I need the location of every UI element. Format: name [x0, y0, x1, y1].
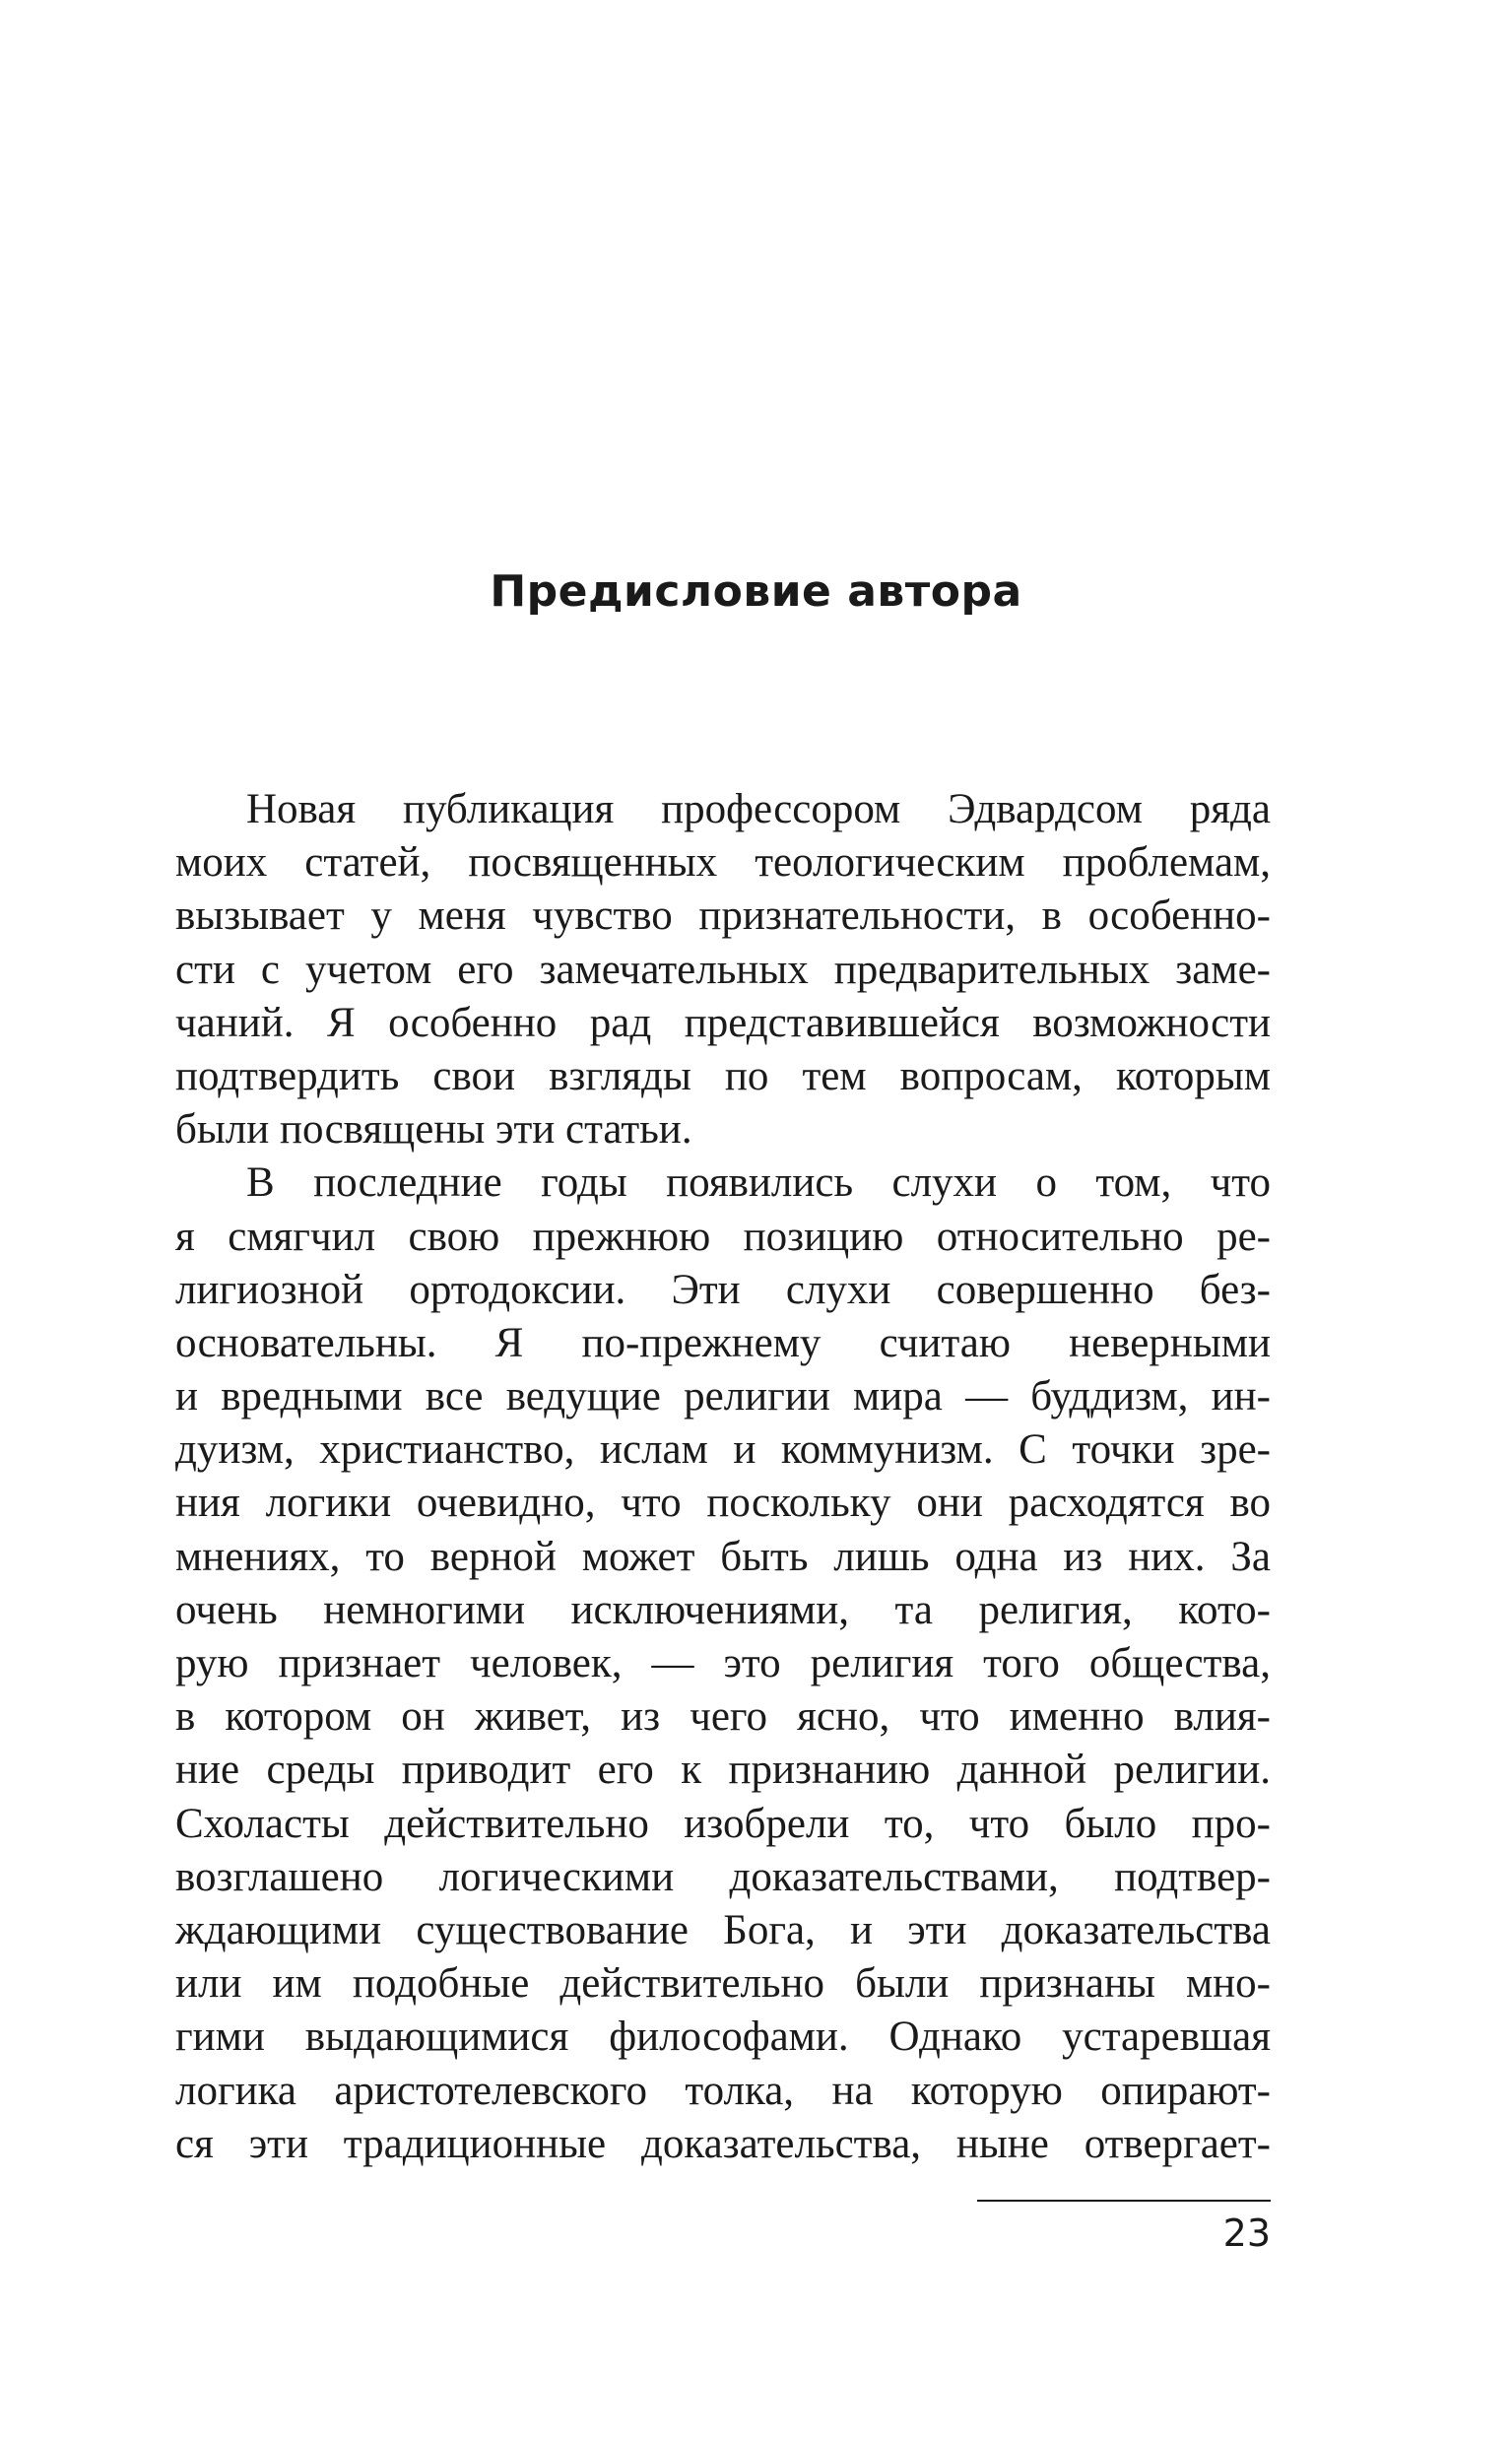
text-line: мнениях, то верной может быть лишь одна из них. За — [175, 1533, 1271, 1580]
text-line: подтвердить свои взгляды по тем вопросам, которым — [175, 1052, 1271, 1099]
text-line: возглашено логическими доказательствами, подтвер- — [175, 1853, 1271, 1900]
text-line: были посвящены эти статьи. — [175, 1106, 692, 1154]
text-line: ся эти традиционные доказательства, ныне отвергает- — [175, 2120, 1271, 2167]
body-text — [175, 783, 1271, 2171]
text-line: рую признает человек, — это религия того общества, — [175, 1640, 1271, 1686]
text-line: ние среды приводит его к признанию данной религии. — [175, 1747, 1271, 1794]
text-line: основательны. Я по-прежнему считаю неверными — [175, 1319, 1271, 1366]
text-line: в котором он живет, из чего ясно, что именно влия- — [175, 1693, 1271, 1741]
text-line: гими выдающимися философами. Однако устаревшая — [175, 2014, 1271, 2061]
text-line: чаний. Я особенно рад представившейся возможности — [175, 999, 1271, 1046]
text-line: В последние годы появились слухи о том, что — [246, 1159, 1271, 1207]
text-line: моих статей, посвященных теологическим проблемам, — [175, 839, 1271, 887]
text-line: Новая публикация профессором Эдвардсом ряда — [246, 786, 1271, 832]
text-line: сти с учетом его замечательных предварительных заме- — [175, 946, 1271, 993]
text-line: дуизм, христианство, ислам и коммунизм. С точки зре- — [175, 1426, 1271, 1474]
page-number: 23 — [1222, 2212, 1271, 2255]
text-line: я смягчил свою прежнюю позицию относительно ре- — [175, 1213, 1271, 1260]
chapter-heading: Предисловие автора — [490, 566, 1022, 617]
text-line: и вредными все ведущие религии мира — буддизм, ин- — [175, 1373, 1271, 1420]
text-line: или им подобные действительно были признаны мно- — [175, 1960, 1271, 2008]
text-line: очень немногими исключениями, та религия, кото- — [175, 1586, 1271, 1633]
text-line: ждающими существование Бога, и эти доказательства — [175, 1906, 1271, 1953]
text-line: лигиозной ортодоксии. Эти слухи совершенно без- — [175, 1266, 1271, 1313]
paragraph — [175, 783, 1271, 1156]
text-line: логика аристотелевского толка, на которую опирают- — [175, 2067, 1271, 2114]
footer-rule — [977, 2200, 1271, 2202]
text-line: вызывает у меня чувство признательности, в особенно- — [175, 892, 1271, 940]
paragraph — [175, 1156, 1271, 2171]
text-line: ния логики очевидно, что поскольку они расходятся во — [175, 1480, 1271, 1527]
text-line: Схоласты действительно изобрели то, что было про- — [175, 1800, 1271, 1847]
